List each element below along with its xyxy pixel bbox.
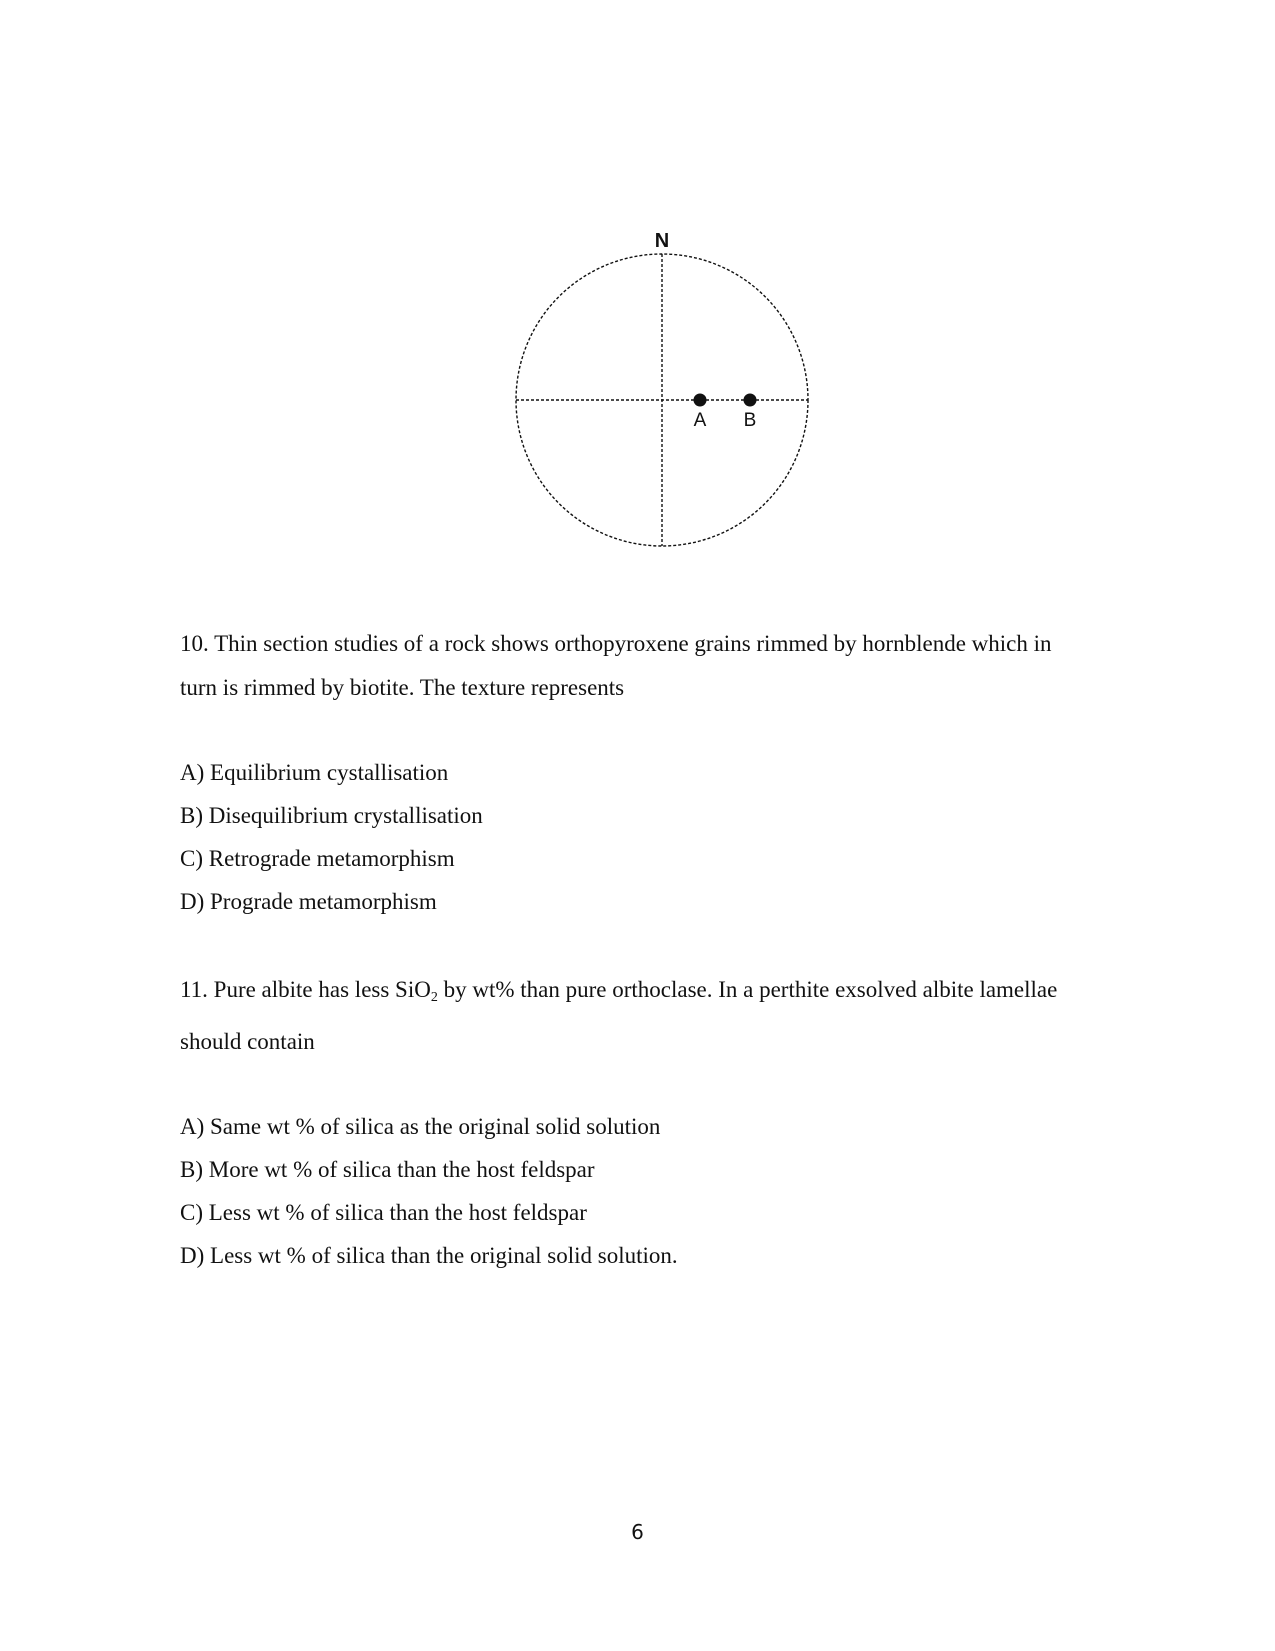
- question-11-stem: [180, 968, 1080, 1064]
- question-10-option-d: D) Prograde metamorphism: [180, 889, 437, 914]
- question-11-stem-end: by wt% than pure orthoclase. In a perthite exsolved albite lamellae should contain: [180, 977, 1058, 1054]
- question-10: [180, 622, 1080, 923]
- question-11: [180, 968, 1080, 1277]
- point-a-label: A: [693, 410, 707, 431]
- question-11-option-c: C) Less wt % of silica than the host feldspar: [180, 1200, 587, 1225]
- question-11-option-a: A) Same wt % of silica as the original solid solution: [180, 1114, 661, 1139]
- point-a-marker: [694, 394, 707, 407]
- question-10-stem: 10. Thin section studies of a rock shows orthopyroxene grains rimmed by hornblende which in turn is rimmed by biotite. The texture represents: [180, 631, 1052, 700]
- question-11-option-d: D) Less wt % of silica than the original solid solution.: [180, 1243, 678, 1268]
- question-10-option-a: A) Equilibrium cystallisation: [180, 760, 449, 785]
- question-11-option-b: B) More wt % of silica than the host feldspar: [180, 1157, 595, 1182]
- question-10-option-b: B) Disequilibrium crystallisation: [180, 803, 483, 828]
- question-10-option-c: C) Retrograde metamorphism: [180, 846, 455, 871]
- question-10-options: [180, 751, 1080, 923]
- sio2-subscript: 2: [430, 990, 438, 1005]
- point-b-label: B: [743, 410, 757, 431]
- north-label: N: [654, 230, 670, 252]
- page-number: 6: [631, 1520, 644, 1544]
- question-11-stem-start: 11. Pure albite has less SiO: [180, 977, 431, 1002]
- point-b-marker: [744, 394, 757, 407]
- question-11-options: [180, 1105, 1080, 1277]
- stereonet-svg: [500, 220, 830, 560]
- stereonet-diagram: [500, 220, 830, 560]
